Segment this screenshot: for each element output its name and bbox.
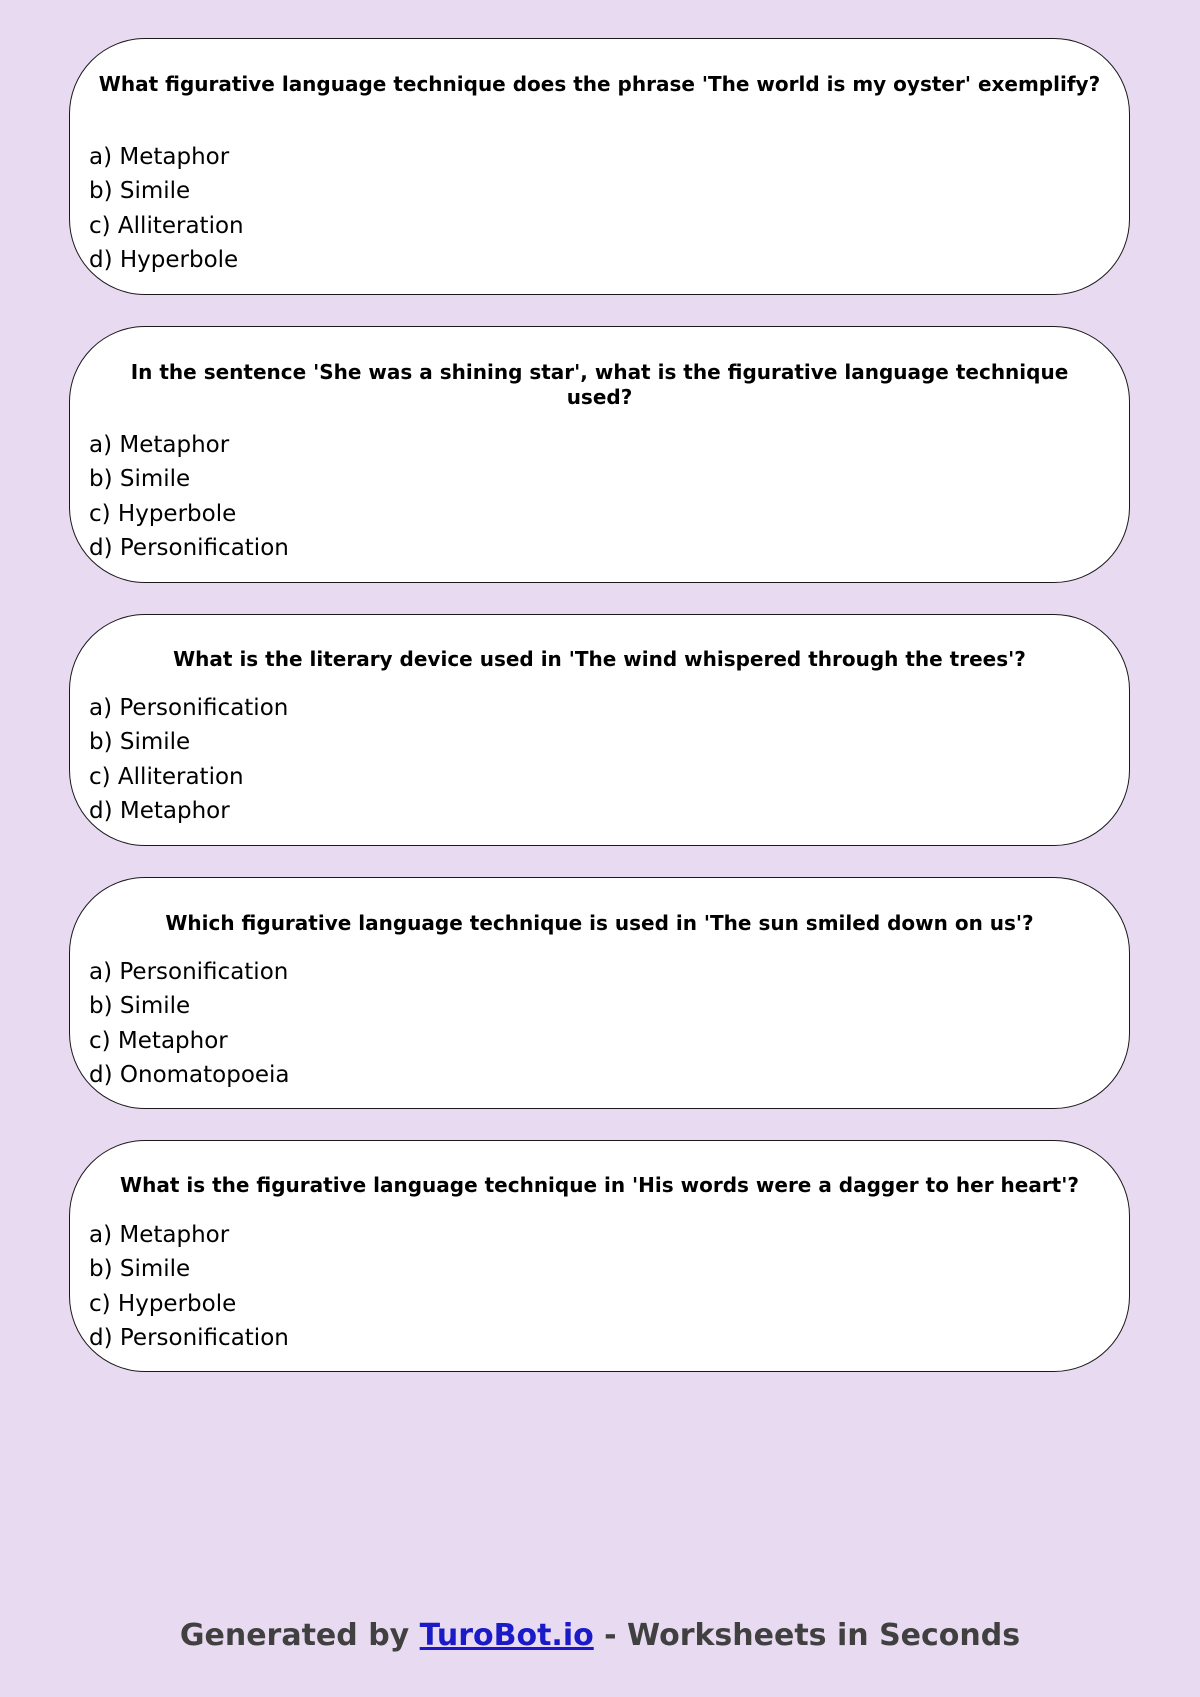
answer-option-a: a) Metaphor [89, 144, 230, 170]
answer-options [89, 955, 290, 1093]
answer-option-d: d) Onomatopoeia [89, 1062, 290, 1089]
answer-option-d: d) Personification [89, 1325, 289, 1352]
footer-prefix: Generated by [179, 1618, 420, 1653]
answer-option-d: d) Hyperbole [89, 247, 239, 274]
answer-option-a: a) Metaphor [89, 432, 230, 458]
answer-option-b: b) Simile [89, 993, 191, 1020]
answer-option-a: a) Personification [89, 959, 289, 985]
answer-options [89, 691, 288, 829]
answer-option-d: d) Metaphor [89, 798, 230, 825]
answer-option-c: c) Alliteration [89, 212, 244, 239]
question-card-3 [69, 614, 1130, 846]
answer-option-c: c) Alliteration [89, 763, 244, 790]
answer-option-a: a) Metaphor [89, 1222, 230, 1248]
turobot-link[interactable]: TuroBot.io [419, 1618, 594, 1653]
question-text: What figurative language technique does the phrase 'The world is my oyster' exemplify? [98, 72, 1101, 96]
answer-option-b: b) Simile [89, 466, 191, 493]
answer-option-b: b) Simile [89, 178, 191, 205]
question-text: What is the literary device used in 'The wind whispered through the trees'? [173, 647, 1026, 671]
answer-option-c: c) Hyperbole [89, 1290, 237, 1317]
question-text: In the sentence 'She was a shining star', what is the figurative language technique used? [130, 360, 1069, 409]
answer-options [89, 1218, 289, 1356]
answer-options [89, 428, 289, 566]
answer-option-c: c) Metaphor [89, 1027, 228, 1054]
answer-option-b: b) Simile [89, 729, 191, 756]
answer-options [89, 140, 244, 278]
answer-option-a: a) Personification [89, 695, 289, 721]
question-card-2 [69, 326, 1130, 583]
question-card-4 [69, 877, 1130, 1109]
question-text: Which figurative language technique is used in 'The sun smiled down on us'? [165, 911, 1034, 935]
question-card-5 [69, 1140, 1130, 1372]
answer-option-b: b) Simile [89, 1256, 191, 1283]
footer-suffix: - Worksheets in Seconds [593, 1618, 1021, 1653]
footer [0, 1618, 1200, 1653]
question-card-1 [69, 38, 1130, 295]
answer-option-c: c) Hyperbole [89, 500, 237, 527]
answer-option-d: d) Personification [89, 535, 289, 562]
question-text: What is the figurative language technique in 'His words were a dagger to her heart'? [120, 1173, 1079, 1197]
